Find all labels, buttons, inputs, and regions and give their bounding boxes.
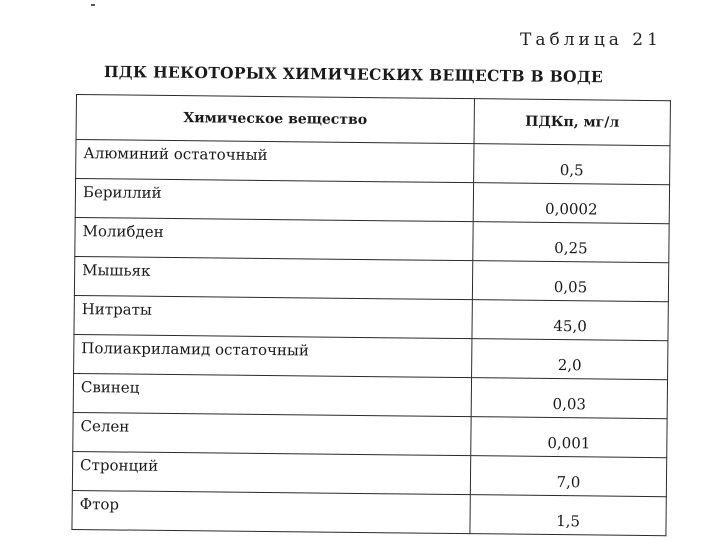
substance-cell: Молибден [75,217,473,260]
pdk-value-cell: 1,5 [470,495,666,536]
substance-cell: Стронций [72,451,470,494]
table-number: Таблица 21 [520,30,662,50]
pdk-value-cell: 0,001 [471,417,667,458]
pdk-value-cell: 0,0002 [473,183,669,224]
table-row [74,256,668,301]
table-row [75,217,669,262]
table-row [73,412,667,457]
table-row [72,451,666,496]
table-row [73,373,667,418]
substance-cell: Селен [73,412,471,455]
table-row [72,490,666,535]
pdk-value-cell: 7,0 [470,456,666,497]
table-row [74,334,668,379]
table-row [75,179,669,224]
table-row [74,295,668,340]
table-title: ПДК НЕКОТОРЫХ ХИМИЧЕСКИХ ВЕЩЕСТВ В ВОДЕ [103,62,604,87]
column-header-pdk: ПДКп, мг/л [474,99,670,146]
pdk-value-cell: 45,0 [472,300,668,341]
substance-cell: Нитраты [74,295,472,338]
substance-cell: Фтор [72,490,470,533]
pdk-value-cell: 0,05 [472,261,668,302]
table-row [76,140,670,185]
table-container [71,94,670,536]
pdk-value-cell: 2,0 [472,339,668,380]
scan-speck [91,4,95,6]
pdk-value-cell: 0,25 [473,222,669,263]
table-header-row [76,95,670,146]
pdk-value-cell: 0,03 [471,378,667,419]
column-header-substance: Химическое вещество [76,95,474,144]
pdk-table [71,94,671,536]
substance-cell: Алюминий остаточный [76,140,474,183]
pdk-value-cell: 0,5 [474,144,670,185]
substance-cell: Полиакриламид остаточный [74,334,472,377]
substance-cell: Мышьяк [74,256,472,299]
substance-cell: Бериллий [75,179,473,222]
substance-cell: Свинец [73,373,471,416]
